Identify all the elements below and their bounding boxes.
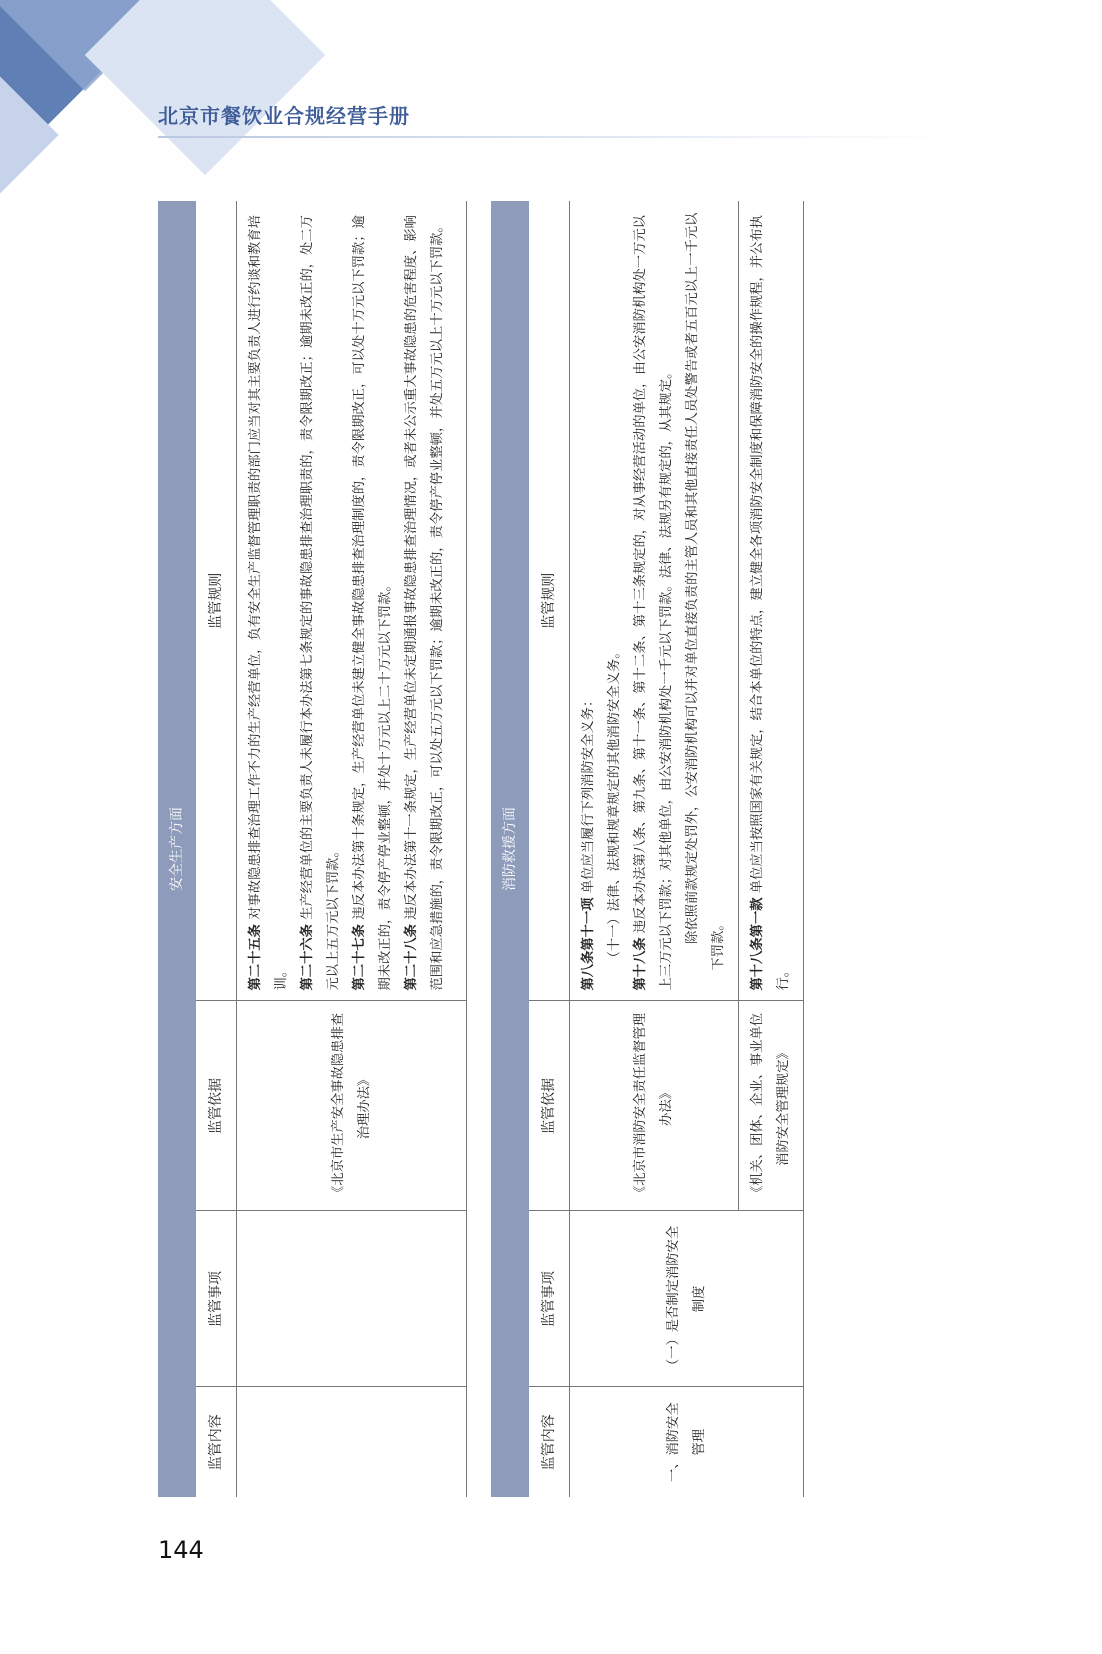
- rule-paragraph: [243, 211, 295, 991]
- supervision-content-cell: 一、消防安全管理: [570, 1387, 804, 1497]
- supervision-basis-cell: 《机关、团体、企业、事业单位消防安全管理规定》: [739, 1001, 804, 1211]
- rule-article-title: 第八条第十一项: [581, 897, 596, 991]
- safety-section-table: [158, 201, 467, 1497]
- supervision-item-cell: [237, 1211, 467, 1387]
- supervision-rules-cell: [739, 201, 804, 1001]
- rule-text: 违反本办法第十一条规定，生产经营单位未定期通报事故隐患排查治理情况，或者未公示重大事故隐患的危害程度、影响范围和应急措施的，责令限期改正，可以处五万元以下罚款；逾期未改正的，责令停产停业整顿，并处五万元以上十万元以下罚款。: [404, 215, 445, 991]
- rule-text: 对事故隐患排查治理工作不力的生产经营单位，负有安全生产监督管理职责的部门应当对其主要负责人进行约谈和教育培训。: [248, 215, 289, 991]
- rule-paragraph: [576, 211, 602, 991]
- supervision-rules-cell: [237, 201, 467, 1001]
- rule-paragraph: [347, 211, 399, 991]
- supervision-content-cell: [237, 1387, 467, 1497]
- column-header-rules: 监管规则: [196, 201, 237, 1001]
- rule-text: 生产经营单位的主要负责人未履行本办法第七条规定的事故隐患排查治理职责的，责令限期改正；逾期未改正的，处二万元以上五万元以下罚款。: [300, 215, 341, 991]
- rule-text: 单位应当按照国家有关规定，结合本单位的特点，建立健全各项消防安全制度和保障消防安全的操作规程，并公布执行。: [750, 215, 791, 991]
- header-decoration: [85, 0, 325, 175]
- column-header-basis: 监管依据: [529, 1001, 570, 1211]
- rule-article-title: 第二十五条: [248, 924, 263, 991]
- column-header-content: 监管内容: [196, 1387, 237, 1497]
- supervision-rules-cell: [570, 201, 739, 1001]
- section-title-safety: 安全生产方面: [158, 201, 196, 1497]
- page-number: 144: [158, 1536, 204, 1564]
- rule-article-title: 第二十七条: [352, 924, 367, 991]
- rule-text: 单位应当履行下列消防安全义务：: [581, 693, 596, 898]
- rule-subparagraph: （十一）法律、法规和规章规定的其他消防安全义务。: [607, 645, 622, 965]
- supervision-item-cell: （一）是否制定消防安全制度: [570, 1211, 804, 1387]
- rule-text: 违反本办法第十条规定，生产经营单位未建立健全事故隐患排查治理制度的，责令限期改正，可以处十万元以下罚款；逾期未改正的，责令停产停业整顿，并处十万元以上二十万元以下罚款。: [352, 215, 393, 991]
- column-header-content: 监管内容: [529, 1387, 570, 1497]
- supervision-basis-cell: 《北京市消防安全责任监督管理办法》: [570, 1001, 739, 1211]
- column-header-basis: 监管依据: [196, 1001, 237, 1211]
- section-spacer: [467, 201, 491, 1497]
- column-header-rules: 监管规则: [529, 201, 570, 1001]
- rule-article-title: 第十八条第一款: [750, 897, 765, 991]
- header-rule: [158, 136, 948, 138]
- section-title-fire: 消防救援方面: [491, 201, 529, 1497]
- regulation-table: [158, 201, 878, 1497]
- rule-article-title: 第二十六条: [300, 924, 315, 991]
- book-title: 北京市餐饮业合规经营手册: [158, 104, 410, 128]
- column-header-item: 监管事项: [196, 1211, 237, 1387]
- rule-subparagraph: 除依照前款规定处罚外，公安消防机构可以并对单位直接负责的主管人员和其他直接责任人员处警告或者五百元以上一千元以下罚款。: [685, 212, 726, 971]
- supervision-basis-cell: 《北京市生产安全事故隐患排查治理办法》: [237, 1001, 467, 1211]
- rule-paragraph: [399, 211, 451, 991]
- rule-article-title: 第十八条: [633, 937, 648, 991]
- fire-section-table: [491, 201, 804, 1497]
- rule-text: 违反本办法第八条、第九条、第十一条、第十二条、第十三条规定的，对从事经营活动的单位，由公安消防机构处一万元以上三万元以下罚款；对其他单位，由公安消防机构处一千元以下罚款。法律、法规另有规定的，从其规定。: [633, 215, 674, 991]
- rule-paragraph: [745, 211, 797, 991]
- column-header-item: 监管事项: [529, 1211, 570, 1387]
- rule-article-title: 第二十八条: [404, 924, 419, 991]
- rule-paragraph: [628, 211, 680, 991]
- rule-paragraph: [295, 211, 347, 991]
